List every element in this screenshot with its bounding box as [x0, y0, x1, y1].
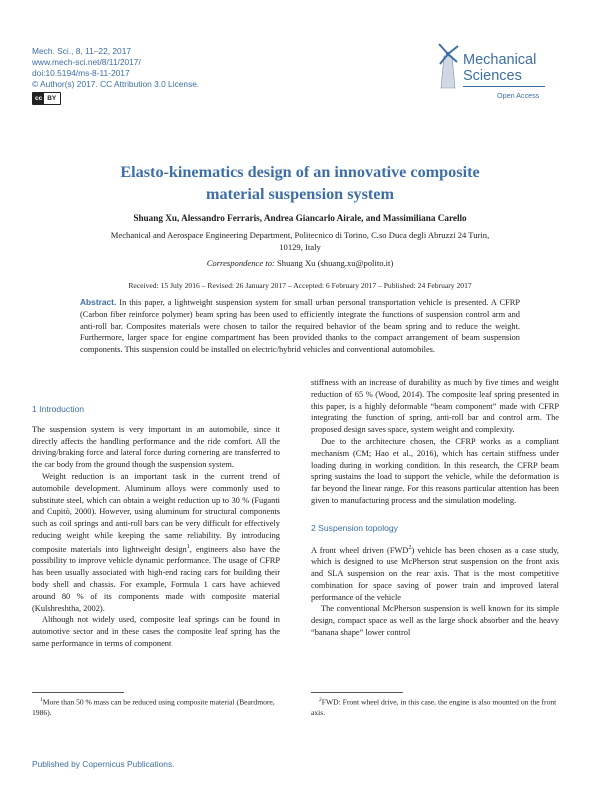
author-list: Shuang Xu, Alessandro Ferraris, Andrea Giancarlo Airale, and Massimiliana Carello	[133, 213, 467, 223]
intro-paragraph-1: The suspension system is very important in an automobile, since it directly affects the handling performance and the ride comfort. All the driving/braking force and lateral force during cornering are transferred to the car body from the ground though the suspension system.	[32, 424, 280, 470]
intro-paragraph-2-a: Weight reduction is an important task in the current trend of automobile development. Aluminum alloys were commonly used to substitute steel, which can obtain a weight reduction up to 30 % (Fuganti and Cupitò, 2000). However, using aluminum for structural components such as coil springs and anti-roll bars can be very difficult for effectively reducing weight while keeping the same reliability. By introducing composite materials into lightweight design	[32, 471, 280, 554]
abstract	[80, 297, 520, 356]
article-title	[60, 161, 540, 205]
left-column	[32, 404, 280, 650]
logo-divider	[463, 86, 545, 87]
right-paragraph-1: stiffness with an increase of durability as much by five times and weight reduction of 65 % (Wood, 2014). The composite leaf spring presented in this paper, is a highly deformable “beam component” made with CFRP integrating the function of spring, anti-roll bar and control arm. The proposed design saves space, system weight and complexity.	[311, 378, 559, 435]
footnote-rule-right	[311, 692, 403, 693]
intro-paragraph-2-b: , engineers also have the possibility to improve vehicle dynamic performance. The usage of CFRP has been usually associated with high-end racing cars for building their body shell and chassis. For example, Formula 1 cars have achieved around 80 % of its components made with composite material (Kulshreshtha, 2002).	[32, 544, 280, 613]
footnote-2-mark: 2	[319, 697, 322, 703]
logo-line1: Mechanical	[463, 52, 537, 68]
right-paragraph-4: The conventional McPherson suspension is well known for its simple design, compact space as well as the large shock absorber and the heavy “banana shape” lower control	[311, 604, 559, 637]
title-line-2: material suspension system	[206, 185, 394, 203]
footnote-rule-left	[32, 692, 124, 693]
correspondence-label: Correspondence to:	[206, 258, 275, 268]
doi-link[interactable]: doi:10.5194/ms-8-11-2017	[32, 68, 130, 78]
right-column	[311, 377, 559, 639]
intro-paragraph-2	[32, 471, 280, 614]
footnote-1-mark: 1	[40, 697, 43, 703]
title-line-1: Elasto-kinematics design of an innovative composite	[120, 163, 480, 181]
correspondence	[60, 258, 540, 268]
footnote-1	[32, 695, 280, 718]
right-paragraph-3-b: ) vehicle has been chosen as a case study, which is designed to use McPherson strut suspension on the front axis and SLA suspension on the rear axis. That is the most competitive combination for space saving of power train and improved lateral performance of the vehicle	[311, 545, 559, 602]
by-icon: BY	[47, 95, 57, 102]
footnote-2-text: FWD: Front wheel drive, in this case, the engine is also mounted on the front axis.	[311, 697, 557, 717]
license-text: © Author(s) 2017. CC Attribution 3.0 License.	[32, 79, 200, 89]
section-2-heading: 2 Suspension topology	[311, 522, 398, 533]
windmill-logo-icon	[437, 42, 459, 90]
publisher-footer[interactable]: Published by Copernicus Publications.	[32, 759, 175, 769]
footnote-2-ref[interactable]: 2	[408, 544, 412, 551]
abstract-text: In this paper, a lightweight suspension system for small urban personal transportation vehicle is presented. A CFRP (Carbon fiber reinforce polymer) beam spring has been used to efficiently integrate the functions of suspension control arm and anti-roll bar. Composites materials were chosen to tailor the required behavior of the beam spring and to reduce the weight. Furthermore, larger space for engine compartment has been provided thanks to the compact arrangement of beam suspension components. This suspension could be installed on electric/hybrid vehicles and conventional automobiles.	[80, 298, 520, 355]
affiliation	[70, 229, 530, 253]
right-paragraph-3	[311, 543, 559, 604]
journal-citation: Mech. Sci., 8, 11–22, 2017	[32, 46, 132, 56]
section-1-heading: 1 Introduction	[32, 404, 85, 414]
journal-url[interactable]: www.mech-sci.net/8/11/2017/	[32, 57, 141, 67]
footnote-1-text: More than 50 % mass can be reduced using composite material (Beardmore, 1986).	[32, 697, 275, 717]
intro-paragraph-3: Although not widely used, composite leaf springs can be found in automotive sector and in these cases the composite leaf spring has the same performance in terms of component	[32, 615, 280, 648]
affiliation-line-1: Mechanical and Aerospace Engineering Department, Politecnico di Torino, C.so Duca degli Abruzzi 24 Turin,	[110, 230, 490, 240]
cc-icon: cc	[35, 95, 43, 102]
open-access-label: Open Access	[497, 91, 540, 100]
right-paragraph-2: Due to the architecture chosen, the CFRP works as a compliant mechanism (CM; Hao et al., 2016), which has certain stiffness under loading during in working condition. In this research, the CFRP beam spring sustains the load to support the vehicle, while the deformation is far beyond the linear range. For this reasons particular attention has been given to manufacturing process and the simulation modeling.	[311, 436, 559, 505]
abstract-label: Abstract.	[80, 297, 117, 307]
footnote-1-ref[interactable]: 1	[186, 543, 190, 550]
right-paragraph-3-a: A front wheel driven (FWD	[311, 545, 409, 555]
article-dates: Received: 15 July 2016 – Revised: 26 January 2017 – Accepted: 6 February 2017 – Published: 24 February 2017	[128, 281, 472, 290]
affiliation-line-2: 10129, Italy	[279, 242, 321, 252]
cc-by-badge[interactable]	[32, 92, 61, 105]
logo-line2: Sciences	[463, 68, 522, 84]
correspondence-email[interactable]: Shuang Xu (shuang.xu@polito.it)	[274, 258, 394, 268]
footnote-2	[311, 695, 559, 718]
